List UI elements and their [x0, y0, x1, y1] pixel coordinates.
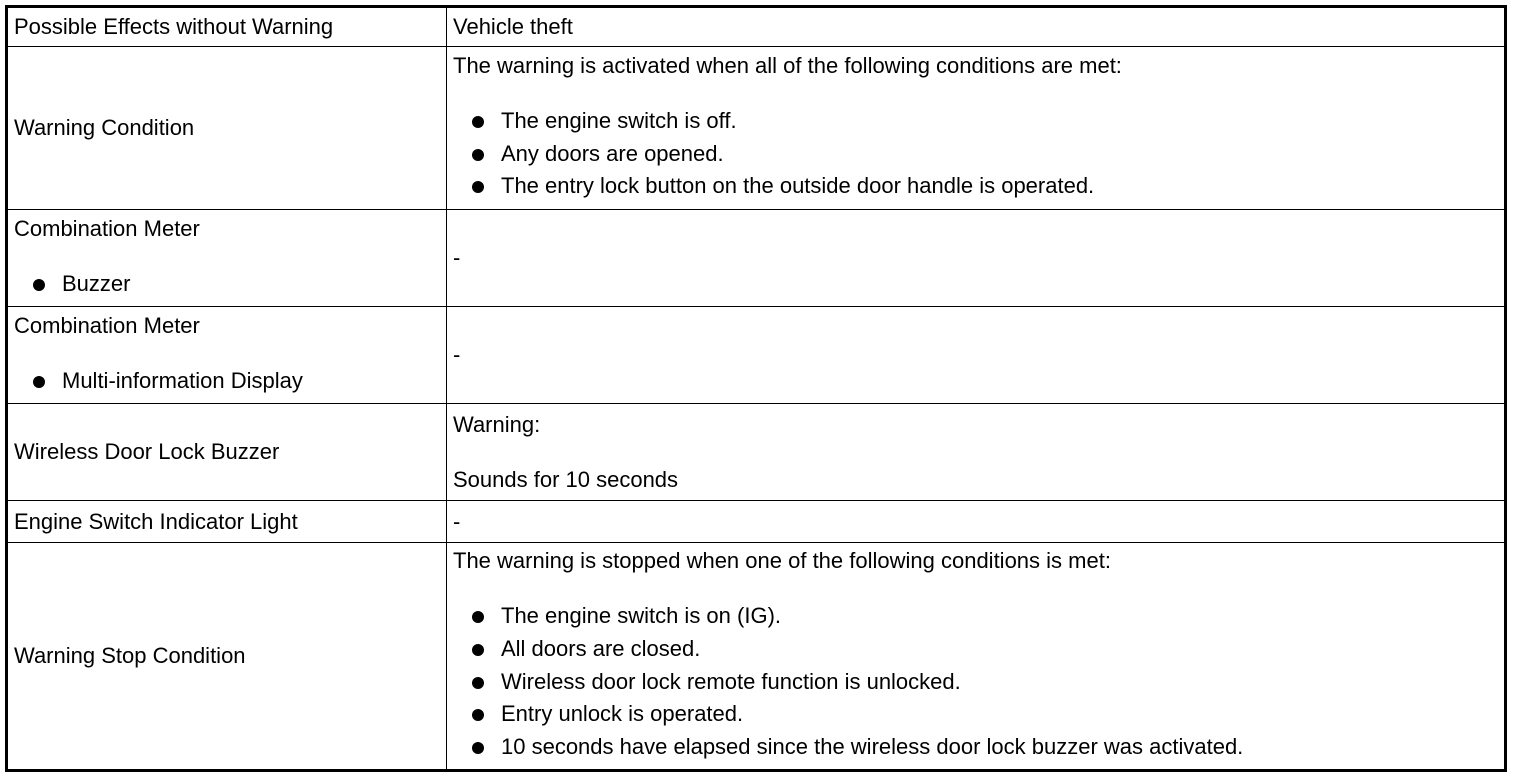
row-label: [7, 307, 447, 404]
row-label: Possible Effects without Warning: [7, 7, 447, 47]
row-value: [447, 404, 1506, 501]
list-item: Buzzer: [14, 268, 446, 301]
row-label: Warning Condition: [7, 47, 447, 210]
condition-intro: The warning is stopped when one of the following conditions is met:: [453, 548, 1111, 574]
row-value: -: [447, 210, 1506, 307]
row-value: [447, 543, 1506, 771]
table-row: [7, 307, 1506, 404]
list-item: The entry lock button on the outside door handle is operated.: [453, 170, 1504, 203]
list-item: Entry unlock is operated.: [453, 698, 1504, 731]
table-row: [7, 47, 1506, 210]
label-sublist: [14, 268, 446, 301]
table-row: [7, 404, 1506, 501]
value-line: Sounds for 10 seconds: [453, 466, 679, 492]
row-value: [447, 47, 1506, 210]
list-item: 10 seconds have elapsed since the wireless door lock buzzer was activated.: [453, 731, 1504, 764]
list-item: The engine switch is off.: [453, 105, 1504, 138]
row-label: Wireless Door Lock Buzzer: [7, 404, 447, 501]
label-title: Combination Meter: [14, 215, 200, 241]
list-item: All doors are closed.: [453, 633, 1504, 666]
list-item: Wireless door lock remote function is unlocked.: [453, 666, 1504, 699]
row-value: Vehicle theft: [447, 7, 1506, 47]
warning-spec-table: [5, 5, 1507, 772]
condition-intro: The warning is activated when all of the following conditions are met:: [453, 52, 1122, 78]
list-item: The engine switch is on (IG).: [453, 600, 1504, 633]
label-title: Combination Meter: [14, 312, 200, 338]
label-sublist: [14, 365, 446, 398]
row-label: Engine Switch Indicator Light: [7, 501, 447, 543]
list-item: Multi-information Display: [14, 365, 446, 398]
condition-list: [453, 105, 1504, 203]
row-label: [7, 210, 447, 307]
table-row: [7, 210, 1506, 307]
table-row: [7, 501, 1506, 543]
row-value: -: [447, 501, 1506, 543]
condition-list: [453, 600, 1504, 763]
list-item: Any doors are opened.: [453, 138, 1504, 171]
row-label: Warning Stop Condition: [7, 543, 447, 771]
table-row: [7, 7, 1506, 47]
value-line: Warning:: [453, 411, 541, 437]
row-value: -: [447, 307, 1506, 404]
table-row: [7, 543, 1506, 771]
